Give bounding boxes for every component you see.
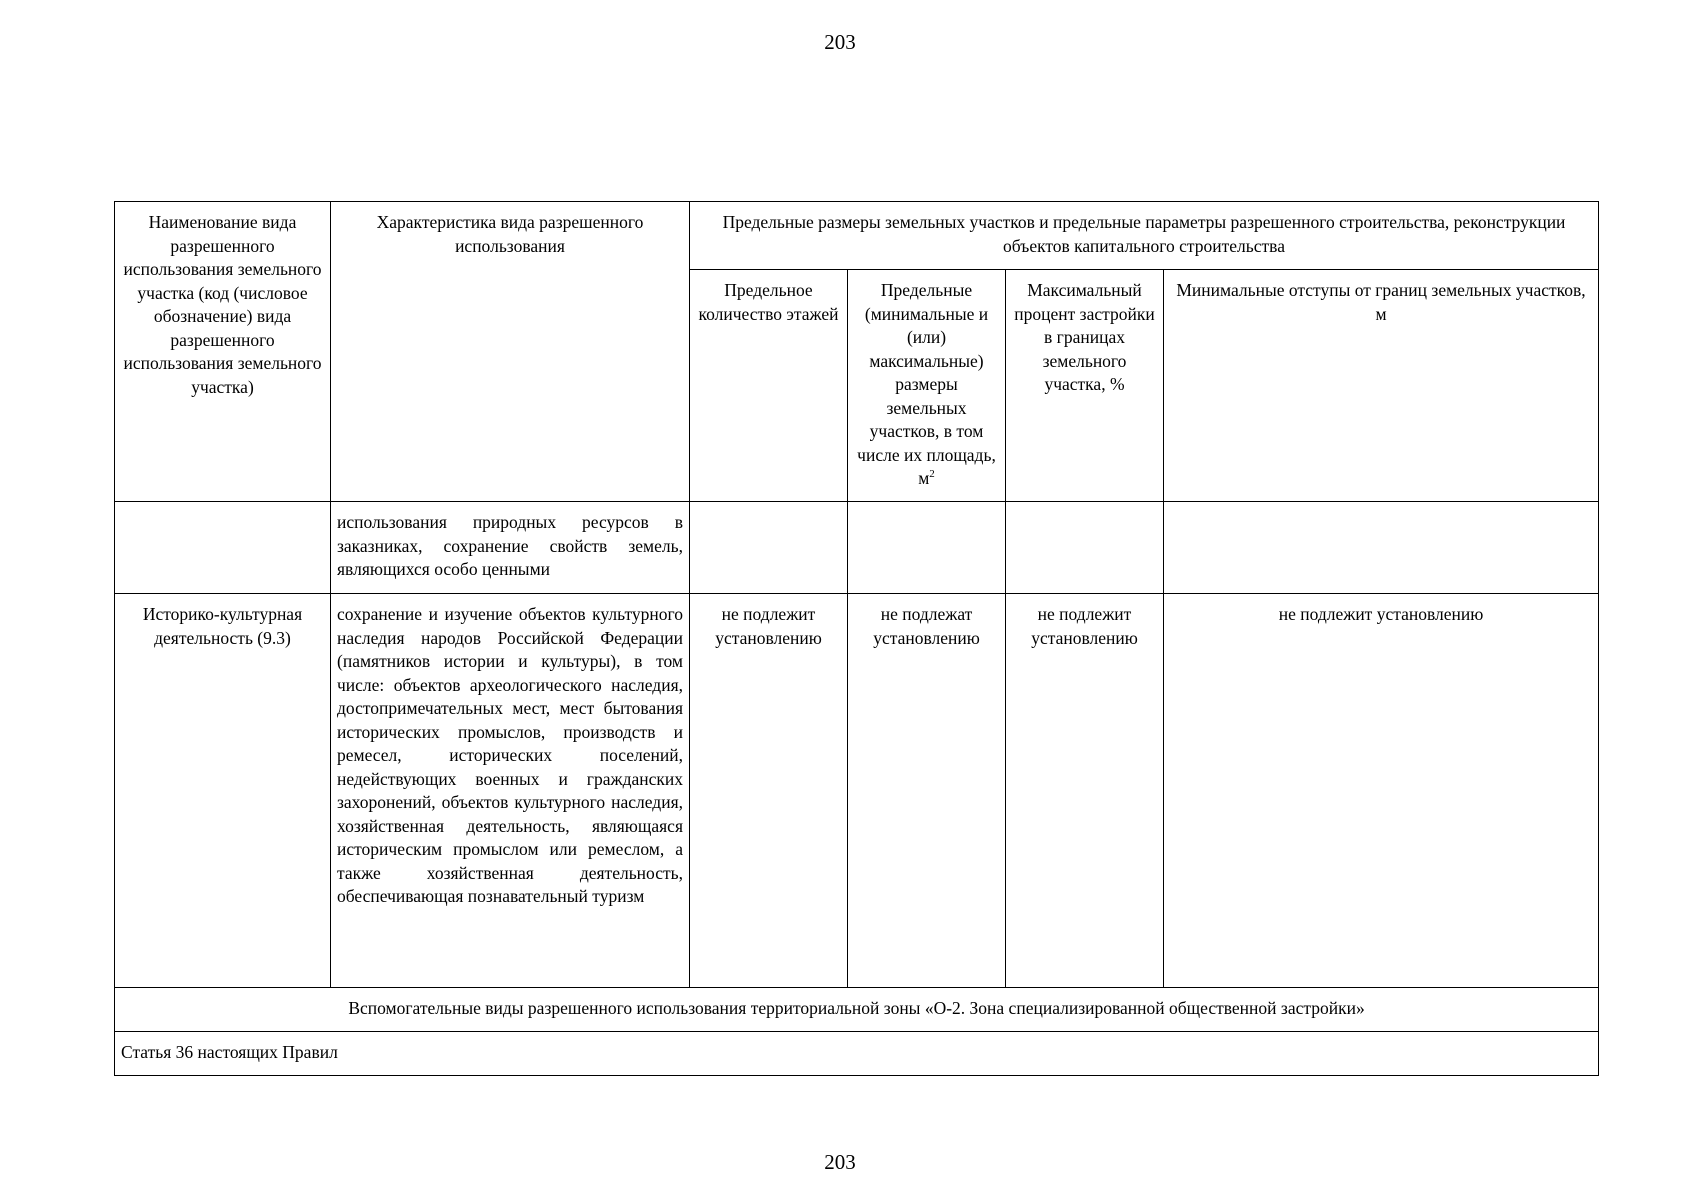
section-note-row	[115, 1032, 1599, 1076]
header-name-cell: Наименование вида разрешенного использования земельного участка (код (числовое обозначение) вида разрешенного использования земельного участка)	[115, 202, 331, 502]
row-coverage-cell	[1006, 502, 1164, 594]
row-plot-size-cell: не подлежат установлению	[848, 594, 1006, 988]
header-plot-size-text: Предельные (минимальные и (или) максимальные) размеры земельных участков, в том числе их площадь, м	[857, 280, 996, 488]
row-name-cell	[115, 502, 331, 594]
page-number-top: 203	[824, 30, 856, 54]
header-limits-group-cell: Предельные размеры земельных участков и предельные параметры разрешенного строительства, реконструкции объектов капитального строительства	[690, 202, 1599, 270]
row-name-cell: Историко-культурная деятельность (9.3)	[115, 594, 331, 988]
table-row	[115, 594, 1599, 988]
row-setbacks-cell	[1164, 502, 1599, 594]
row-description-cell: использования природных ресурсов в заказниках, сохранение свойств земель, являющихся особо ценными	[331, 502, 690, 594]
row-description-cell: сохранение и изучение объектов культурного наследия народов Российской Федерации (памятников истории и культуры), в том числе: объектов археологического наследия, достопримечательных мест, мест бытования исторических промыслов, производств и ремесел, исторических поселений, недействующих военных и гражданских захоронений, объектов культурного наследия, хозяйственная деятельность, являющаяся историческим промыслом или ремеслом, а также хозяйственная деятельность, обеспечивающая познавательный туризм	[331, 594, 690, 988]
header-coverage-cell: Максимальный процент застройки в границах земельного участка, %	[1006, 270, 1164, 502]
row-floors-cell	[690, 502, 848, 594]
header-plot-size-cell	[848, 270, 1006, 502]
regulations-table	[114, 201, 1599, 1076]
table-row	[115, 502, 1599, 594]
page-number-bottom: 203	[824, 1150, 856, 1174]
table-header-row-1	[115, 202, 1599, 270]
header-description-cell: Характеристика вида разрешенного использования	[331, 202, 690, 502]
section-title-row	[115, 988, 1599, 1032]
row-floors-cell: не подлежит установлению	[690, 594, 848, 988]
row-setbacks-cell: не подлежит установлению	[1164, 594, 1599, 988]
header-setbacks-cell: Минимальные отступы от границ земельных участков, м	[1164, 270, 1599, 502]
header-floors-cell: Предельное количество этажей	[690, 270, 848, 502]
header-plot-size-sup: 2	[929, 468, 935, 481]
section-title-cell: Вспомогательные виды разрешенного использования территориальной зоны «О-2. Зона специализированной общественной застройки»	[115, 988, 1599, 1032]
row-plot-size-cell	[848, 502, 1006, 594]
row-coverage-cell: не подлежит установлению	[1006, 594, 1164, 988]
section-note-cell: Статья 36 настоящих Правил	[115, 1032, 1599, 1076]
